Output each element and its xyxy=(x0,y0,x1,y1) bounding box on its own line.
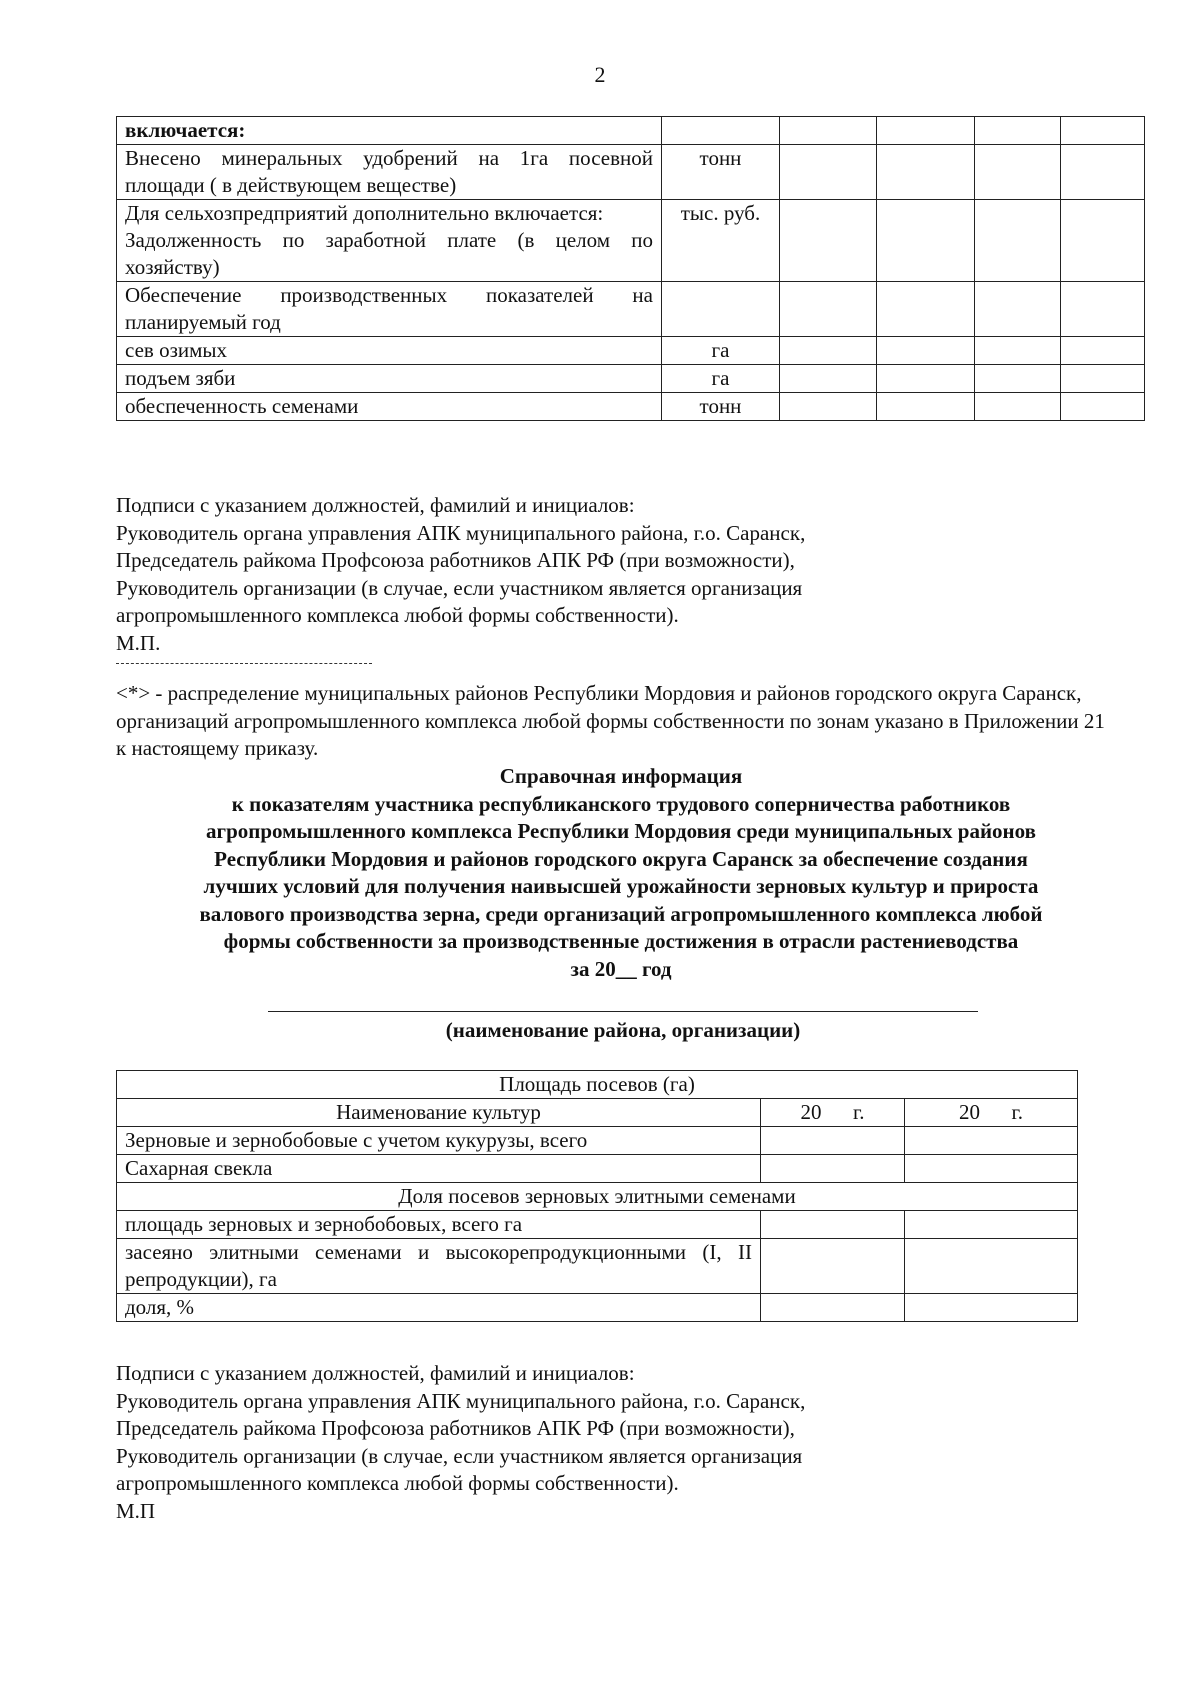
value-cell[interactable] xyxy=(780,337,877,365)
title-line: валового производства зерна, среди организаций агропромышленного комплекса любой xyxy=(199,901,1043,926)
table-row xyxy=(117,393,1145,421)
row-label: Зерновые и зернобобовые с учетом кукурузы, всего xyxy=(117,1127,761,1155)
row-unit: га xyxy=(662,365,780,393)
row-label-line: Для сельхозпредприятий дополнительно включается: xyxy=(125,201,604,225)
row-unit: тыс. руб. xyxy=(662,200,780,282)
signature-line: Председатель райкома Профсоюза работников АПК РФ (при возможности), xyxy=(116,548,795,572)
value-cell[interactable] xyxy=(1061,200,1145,282)
title-line: Республики Мордовия и районов городского округа Саранск за обеспечение создания xyxy=(214,846,1028,871)
value-cell[interactable] xyxy=(975,337,1061,365)
value-cell[interactable] xyxy=(905,1211,1078,1239)
title-line: агропромышленного комплекса Республики Мордовия среди муниципальных районов xyxy=(206,819,1036,843)
signature-line: Руководитель органа управления АПК муниципального района, г.о. Саранск, xyxy=(116,1388,806,1413)
row-label: засеяно элитными семенами и высокорепродукционными (I, II репродукции), га xyxy=(117,1239,761,1294)
table-row xyxy=(117,117,1145,145)
name-caption: (наименование района, организации) xyxy=(445,1018,801,1042)
row-label: обеспеченность семенами xyxy=(117,393,662,421)
section-title: Площадь посевов (га) xyxy=(117,1071,1078,1099)
name-fill-line[interactable] xyxy=(268,1011,978,1012)
signature-line: Председатель райкома Профсоюза работников АПК РФ (при возможности), xyxy=(116,1416,795,1440)
value-cell[interactable] xyxy=(905,1155,1078,1183)
value-cell[interactable] xyxy=(905,1294,1078,1322)
row-unit xyxy=(662,282,780,337)
value-cell[interactable] xyxy=(780,200,877,282)
value-cell[interactable] xyxy=(1061,337,1145,365)
stamp-mark: М.П. xyxy=(116,630,161,655)
value-cell[interactable] xyxy=(780,117,877,145)
table-row xyxy=(117,1294,1078,1322)
table-header-row xyxy=(117,1099,1078,1127)
value-cell[interactable] xyxy=(975,200,1061,282)
table-row xyxy=(117,1211,1078,1239)
table-row xyxy=(117,200,1145,282)
value-cell[interactable] xyxy=(975,393,1061,421)
row-label: Внесено минеральных удобрений на 1га посевной площади ( в действующем веществе) xyxy=(117,145,662,200)
value-cell[interactable] xyxy=(1061,282,1145,337)
title-line: лучших условий для получения наивысшей урожайности зерновых культур и прироста xyxy=(203,874,1039,898)
signature-block xyxy=(116,492,805,657)
value-cell[interactable] xyxy=(877,282,975,337)
signature-block xyxy=(116,1360,805,1525)
value-cell[interactable] xyxy=(877,393,975,421)
table-row xyxy=(117,1155,1078,1183)
title-line: Справочная информация xyxy=(499,764,743,788)
value-cell[interactable] xyxy=(975,365,1061,393)
table-row xyxy=(117,365,1145,393)
row-label: Обеспечение производственных показателей на планируемый год xyxy=(117,282,662,337)
indicators-table xyxy=(116,116,1145,421)
row-unit: тонн xyxy=(662,393,780,421)
row-label: доля, % xyxy=(117,1294,761,1322)
footnote-separator xyxy=(116,663,372,664)
signature-line: Руководитель организации (в случае, если участником является организация xyxy=(116,575,803,600)
crop-area-table xyxy=(116,1070,1078,1322)
signature-line: агропромышленного комплекса любой формы собственности). xyxy=(116,603,679,627)
value-cell[interactable] xyxy=(905,1239,1078,1294)
value-cell[interactable] xyxy=(1061,365,1145,393)
value-cell[interactable] xyxy=(761,1127,905,1155)
column-header-year2: 20 г. xyxy=(905,1099,1078,1127)
row-label xyxy=(117,200,662,282)
page-number: 2 xyxy=(594,62,606,87)
value-cell[interactable] xyxy=(761,1239,905,1294)
title-line: к показателям участника республиканского трудового соперничества работников xyxy=(231,791,1011,816)
signature-line: Подписи с указанием должностей, фамилий и инициалов: xyxy=(116,493,635,517)
value-cell[interactable] xyxy=(975,145,1061,200)
value-cell[interactable] xyxy=(761,1211,905,1239)
signature-line: агропромышленного комплекса любой формы собственности). xyxy=(116,1471,679,1495)
signature-line: Руководитель организации (в случае, если участником является организация xyxy=(116,1443,803,1468)
value-cell[interactable] xyxy=(975,117,1061,145)
value-cell[interactable] xyxy=(905,1127,1078,1155)
value-cell[interactable] xyxy=(877,337,975,365)
value-cell[interactable] xyxy=(877,365,975,393)
section-title: Доля посевов зерновых элитными семенами xyxy=(117,1183,1078,1211)
value-cell[interactable] xyxy=(780,393,877,421)
title-line: за 20__ год xyxy=(570,956,672,981)
title-line: формы собственности за производственные достижения в отрасли растениеводства xyxy=(223,929,1019,953)
value-cell[interactable] xyxy=(780,145,877,200)
value-cell[interactable] xyxy=(877,117,975,145)
row-label: площадь зерновых и зернобобовых, всего га xyxy=(117,1211,761,1239)
table-section-header xyxy=(117,1183,1078,1211)
reference-title xyxy=(116,763,1126,983)
value-cell[interactable] xyxy=(1061,117,1145,145)
row-label: Сахарная свекла xyxy=(117,1155,761,1183)
table-row xyxy=(117,145,1145,200)
value-cell[interactable] xyxy=(761,1155,905,1183)
row-unit: га xyxy=(662,337,780,365)
table-row xyxy=(117,1127,1078,1155)
footnote: <*> - распределение муниципальных районов Республики Мордовия и районов городского округа Саранск, организаций агропромышленного комплекса любой формы собственности по зонам указано в Приложении 21 к настоящему приказу. xyxy=(116,681,1105,760)
table-row xyxy=(117,337,1145,365)
value-cell[interactable] xyxy=(761,1294,905,1322)
stamp-mark: М.П xyxy=(116,1498,156,1523)
signature-line: Руководитель органа управления АПК муниципального района, г.о. Саранск, xyxy=(116,520,806,545)
table-row xyxy=(117,1239,1078,1294)
row-label-line: Задолженность по заработной плате (в целом по хозяйству) xyxy=(125,228,653,279)
column-header-year1: 20 г. xyxy=(761,1099,905,1127)
value-cell[interactable] xyxy=(975,282,1061,337)
value-cell[interactable] xyxy=(780,365,877,393)
table-row xyxy=(117,282,1145,337)
row-label: сев озимых xyxy=(117,337,662,365)
row-unit xyxy=(662,117,780,145)
value-cell[interactable] xyxy=(877,145,975,200)
value-cell[interactable] xyxy=(780,282,877,337)
signature-line: Подписи с указанием должностей, фамилий и инициалов: xyxy=(116,1361,635,1385)
column-header-crop: Наименование культур xyxy=(117,1099,761,1127)
table-section-header xyxy=(117,1071,1078,1099)
value-cell[interactable] xyxy=(877,200,975,282)
value-cell[interactable] xyxy=(1061,145,1145,200)
row-label: подъем зяби xyxy=(117,365,662,393)
value-cell[interactable] xyxy=(1061,393,1145,421)
row-label: включается: xyxy=(117,117,662,145)
row-unit: тонн xyxy=(662,145,780,200)
